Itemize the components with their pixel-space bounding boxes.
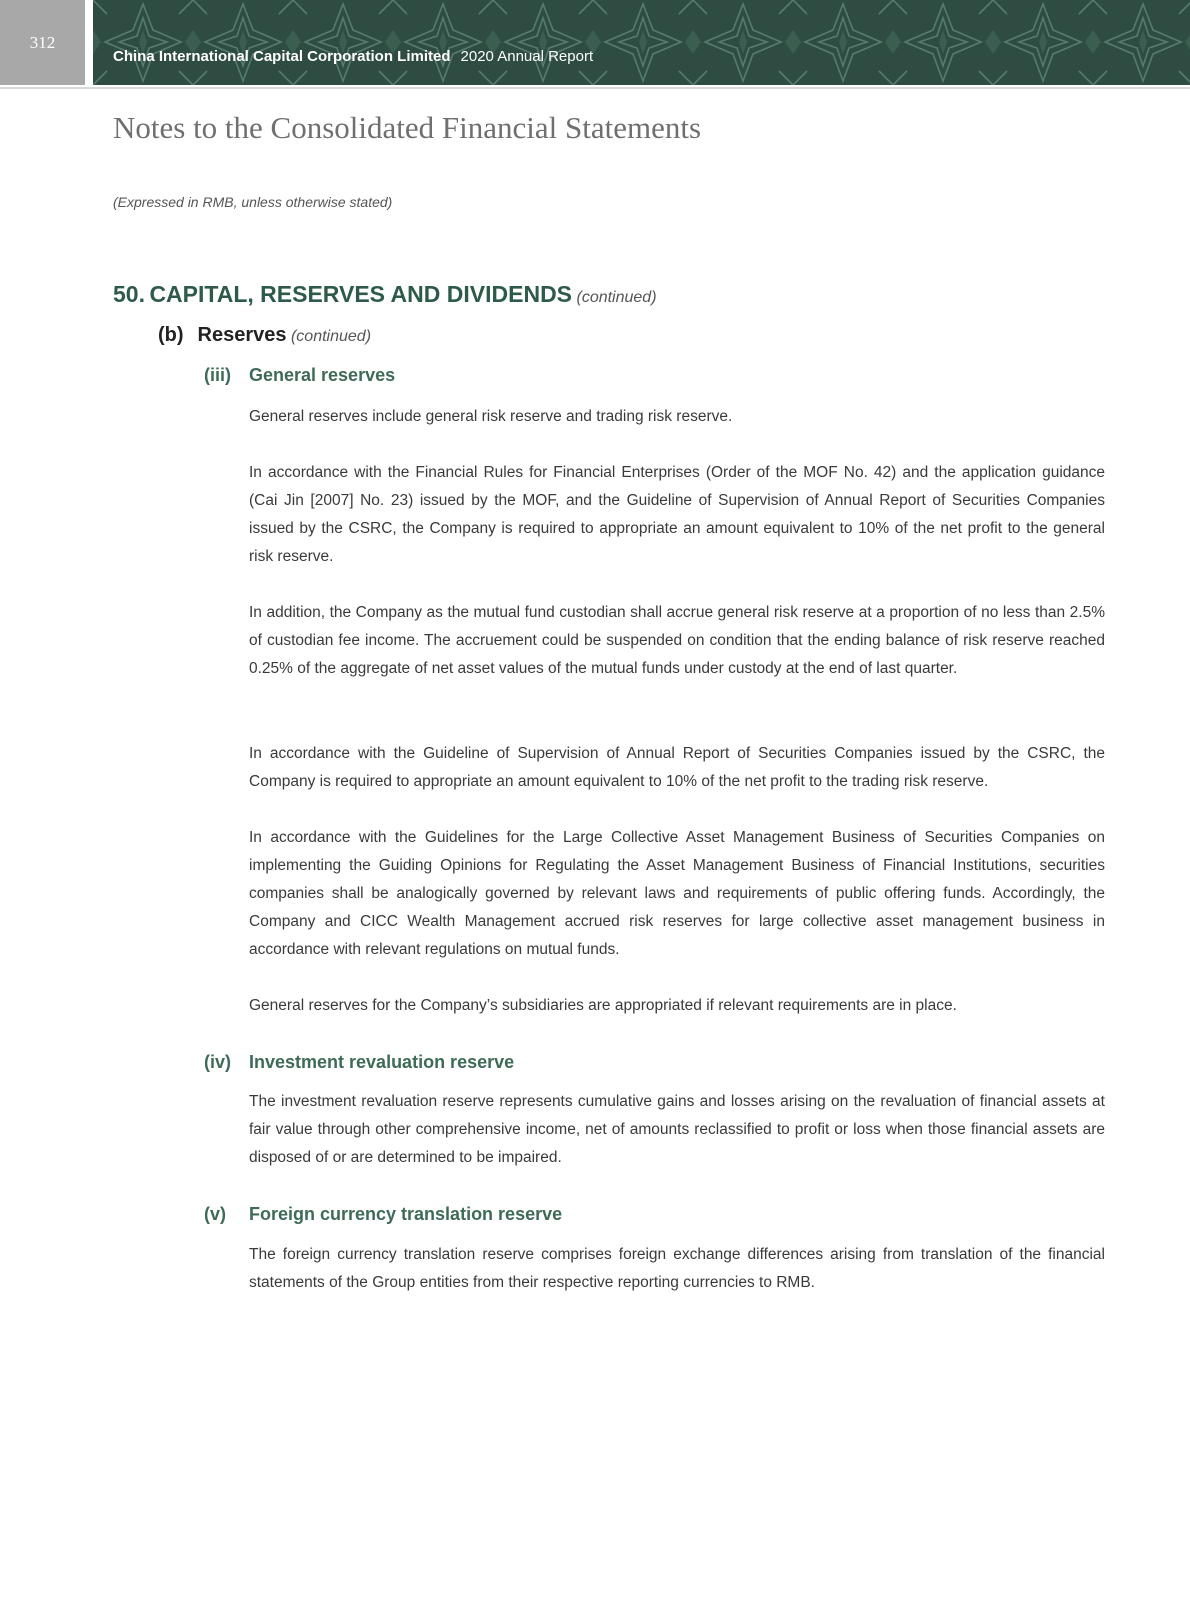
- item-number: (iv): [204, 1052, 231, 1072]
- item-title: General reserves: [249, 365, 396, 385]
- paragraph: In accordance with the Financial Rules for Financial Enterprises (Order of the MOF No. 42) and the application guidance (Cai Jin [2007] No. 23) issued by the MOF, and the Guideline of Supervision of Annual Report of Securities Companies issued by the CSRC, the Company is required to appropriate an amount equivalent to 10% of the net profit to the general risk reserve.: [249, 464, 1105, 565]
- general-reserves-heading: [204, 365, 395, 386]
- page-number-box: [0, 0, 85, 85]
- section-number: 50.: [113, 281, 145, 307]
- paragraph: In addition, the Company as the mutual fund custodian shall accrue general risk reserve at a proportion of no less than 2.5% of custodian fee income. The accruement could be suspended on condition that the ending balance of risk reserve reached 0.25% of the aggregate of net asset values of the mutual funds under custody at the end of last quarter.: [249, 604, 1105, 677]
- page-number: 312: [29, 32, 56, 52]
- company-name: China International Capital Corporation Limited: [113, 48, 451, 65]
- paragraph: The investment revaluation reserve represents cumulative gains and losses arising on the revaluation of financial assets at fair value through other comprehensive income, net of amounts reclassified to profit or loss when those financial assets are disposed of or are determined to be impaired.: [249, 1093, 1105, 1166]
- paragraph: The foreign currency translation reserve comprises foreign exchange differences arising from translation of the financial statements of the Group entities from their respective reporting currencies to RMB.: [249, 1246, 1105, 1291]
- header-band: [93, 0, 1190, 85]
- page-title: Notes to the Consolidated Financial Statements: [113, 110, 702, 145]
- item-title: Foreign currency translation reserve: [249, 1204, 563, 1224]
- header-text: [113, 48, 593, 65]
- item-number: (v): [204, 1204, 226, 1224]
- item-number: (iii): [204, 365, 231, 385]
- subsection-title: Reserves: [197, 324, 287, 346]
- foreign-currency-heading: [204, 1204, 562, 1225]
- paragraph: General reserves include general risk reserve and trading risk reserve.: [249, 408, 733, 425]
- expressed-note: (Expressed in RMB, unless otherwise stated): [113, 194, 393, 210]
- report-name: 2020 Annual Report: [460, 48, 594, 65]
- investment-revaluation-heading: [204, 1052, 514, 1073]
- subsection-letter: (b): [158, 324, 184, 346]
- subsection-continued: (continued): [290, 328, 372, 345]
- header-divider: [0, 87, 1190, 89]
- paragraph: In accordance with the Guidelines for the Large Collective Asset Management Business of Securities Companies on implementing the Guiding Opinions for Regulating the Asset Management Business of Financial Institutions, securities companies shall be analogically governed by relevant laws and requirements of public offering funds. Accordingly, the Company and CICC Wealth Management accrued risk reserves for large collective asset management business in accordance with relevant regulations on mutual funds.: [249, 829, 1105, 958]
- subsection-heading: [158, 324, 371, 347]
- section-continued: (continued): [576, 289, 657, 306]
- item-title: Investment revaluation reserve: [249, 1052, 515, 1072]
- decorative-pattern: [93, 0, 1190, 85]
- section-heading: [113, 281, 657, 308]
- paragraph: In accordance with the Guideline of Supervision of Annual Report of Securities Companies issued by the CSRC, the Company is required to appropriate an amount equivalent to 10% of the net profit to the trading risk reserve.: [249, 745, 1105, 790]
- section-title: CAPITAL, RESERVES AND DIVIDENDS: [149, 281, 573, 307]
- paragraph: General reserves for the Company’s subsidiaries are appropriated if relevant requirements are in place.: [249, 997, 957, 1014]
